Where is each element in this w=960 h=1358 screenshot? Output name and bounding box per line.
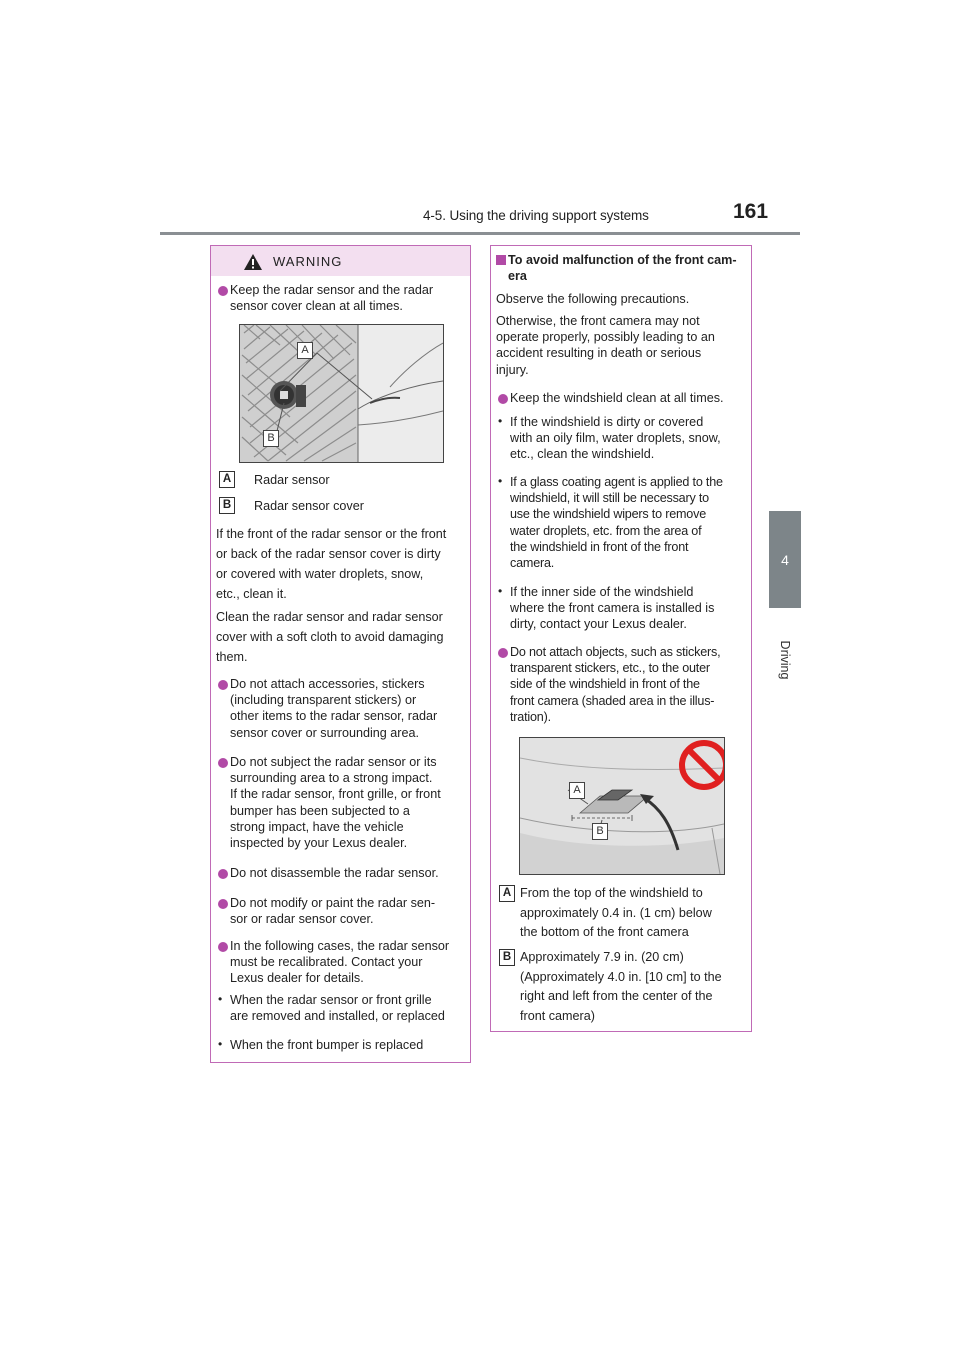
figure-label-b: B — [263, 430, 279, 447]
bullet-icon — [218, 869, 228, 879]
camera-subitem-3: If the inner side of the windshield where the front camera is installed is dirty, contact your Lexus dealer. — [510, 585, 715, 632]
warning-item-1: Keep the radar sensor and the radar sensor cover clean at all times. — [230, 283, 434, 314]
legend-radar-sensor: Radar sensor — [254, 473, 330, 487]
camera-heading: To avoid malfunction of the front cam- era — [508, 253, 737, 284]
legend-tag-b: B — [499, 949, 515, 966]
section-title: 4-5. Using the driving support systems — [423, 208, 649, 223]
warning-triangle-icon — [243, 253, 263, 271]
sub-bullet-icon: • — [218, 1037, 223, 1051]
figure-label-a: A — [569, 782, 585, 799]
warning-subitem-2: When the front bumper is replaced — [230, 1038, 424, 1052]
radar-sensor-figure — [239, 324, 444, 463]
warning-box — [210, 245, 471, 1063]
bullet-icon — [218, 899, 228, 909]
sub-bullet-icon: • — [498, 584, 503, 598]
bullet-icon — [498, 394, 508, 404]
chapter-label-text: Driving — [778, 640, 792, 680]
legend-tag-a: A — [499, 885, 515, 902]
warning-paragraph-1: If the front of the radar sensor or the front or back of the radar sensor cover is dirty or covered with water droplets, snow, etc., clean it. — [216, 527, 447, 601]
front-camera-box — [490, 245, 752, 1032]
chapter-number: 4 — [781, 551, 789, 568]
legend-radar-sensor-cover: Radar sensor cover — [254, 499, 364, 513]
warning-item-3: Do not subject the radar sensor or its surrounding area to a strong impact. If the radar sensor, front grille, or front bumper has been subjected to a strong impact, have the vehicle inspected by your Lexus dealer. — [230, 755, 441, 851]
bullet-icon — [218, 286, 228, 296]
bullet-icon — [218, 680, 228, 690]
bullet-icon — [498, 648, 508, 658]
camera-item-1: Keep the windshield clean at all times. — [510, 391, 724, 405]
windshield-illustration — [520, 738, 724, 874]
header-rule — [160, 232, 800, 235]
figure-label-b: B — [592, 823, 608, 840]
warning-header — [211, 246, 470, 276]
camera-paragraph-2: Otherwise, the front camera may not operate properly, possibly leading to an accident resulting in death or serious injury. — [496, 314, 715, 377]
sub-bullet-icon: • — [218, 992, 223, 1006]
bullet-icon — [218, 758, 228, 768]
page-number: 161 — [733, 200, 769, 223]
chapter-label — [762, 640, 808, 680]
warning-item-4: Do not disassemble the radar sensor. — [230, 866, 439, 880]
sub-bullet-icon: • — [498, 474, 503, 488]
warning-item-5: Do not modify or paint the radar sen- sor or radar sensor cover. — [230, 896, 436, 927]
windshield-figure — [519, 737, 725, 875]
camera-subitem-2: If a glass coating agent is applied to the windshield, it will still be necessary to use the windshield wipers to remove water droplets, etc. from the area of the windshield in front of the front camera. — [510, 475, 723, 571]
camera-item-2: Do not attach objects, such as stickers, transparent stickers, etc., to the outer side of the windshield in front of the front camera (shaded area in the illus- tration). — [510, 645, 721, 724]
warning-subitem-1: When the radar sensor or front grille are removed and installed, or replaced — [230, 993, 445, 1024]
warning-item-2: Do not attach accessories, stickers (including transparent stickers) or other items to the radar sensor, radar sensor cover or surrounding area. — [230, 677, 438, 740]
camera-paragraph-1: Observe the following precautions. — [496, 292, 690, 306]
legend-tag-b: B — [219, 497, 235, 514]
section-square-icon — [496, 255, 506, 265]
legend-windshield-top: From the top of the windshield to approximately 0.4 in. (1 cm) below the bottom of the front camera — [520, 886, 712, 939]
bullet-icon — [218, 942, 228, 952]
camera-subitem-1: If the windshield is dirty or covered with an oily film, water droplets, snow, etc., clean the windshield. — [510, 415, 721, 462]
legend-tag-a: A — [219, 471, 235, 488]
chapter-tab[interactable] — [769, 511, 801, 608]
warning-item-6: In the following cases, the radar sensor must be recalibrated. Contact your Lexus dealer for details. — [230, 939, 450, 986]
warning-title: WARNING — [273, 254, 343, 269]
figure-label-a: A — [297, 342, 313, 359]
sub-bullet-icon: • — [498, 414, 503, 428]
warning-paragraph-2: Clean the radar sensor and radar sensor cover with a soft cloth to avoid damaging them. — [216, 610, 444, 664]
legend-camera-width: Approximately 7.9 in. (20 cm) (Approximately 4.0 in. [10 cm] to the right and left from the center of the front camera) — [520, 950, 722, 1023]
